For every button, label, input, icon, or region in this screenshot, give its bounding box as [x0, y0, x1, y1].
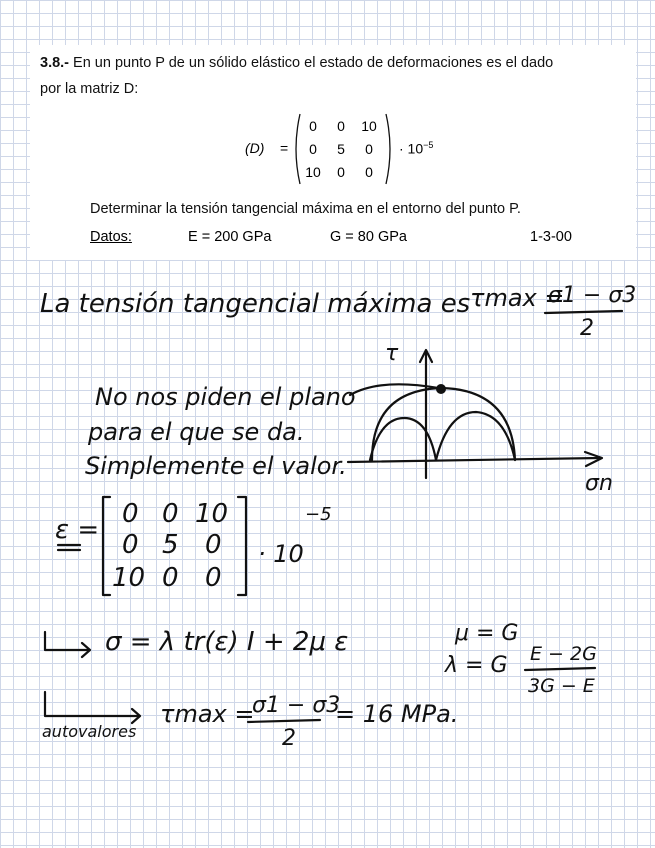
result-denominator: 2 — [282, 726, 296, 751]
epsilon-matrix-cell: 0 — [122, 499, 139, 529]
comment-line-3: Simplemente el valor. — [85, 452, 347, 480]
date-text: 1-3-00 — [530, 229, 572, 245]
fraction-denominator: 2 — [580, 316, 594, 341]
matrix-cell: 0 — [365, 164, 373, 180]
tau-max-label: τmax = — [470, 284, 565, 312]
epsilon-right-bracket-icon — [238, 497, 246, 595]
lambda-numerator: E − 2G — [530, 643, 597, 665]
matrix-label: (D) — [245, 140, 265, 156]
matrix-cell: 5 — [337, 141, 345, 157]
matrix-cell: 0 — [365, 141, 373, 157]
sigma-axis-label: σn — [585, 471, 613, 496]
matrix-cell: 0 — [309, 141, 317, 157]
matrix-factor: · $10^{-5}$ — [399, 140, 434, 157]
comment-line-1: No nos piden el plano — [95, 383, 356, 411]
result-fraction-bar — [248, 720, 320, 722]
note-line-1: La tensión tangencial máxima es — [40, 289, 471, 319]
data-label: Datos: — [90, 229, 132, 245]
matrix-cell: 0 — [337, 118, 345, 134]
epsilon-factor: · 10 — [258, 540, 304, 568]
epsilon-matrix-cell: 0 — [162, 499, 179, 529]
epsilon-matrix — [112, 499, 228, 593]
comment-line-2: para el que se da. — [88, 418, 305, 446]
result-value: = 16 MPa. — [335, 700, 459, 728]
epsilon-matrix-cell: 5 — [162, 530, 179, 560]
sigma-axis — [348, 458, 600, 462]
epsilon-matrix-cell: 10 — [112, 563, 146, 593]
epsilon-matrix-cell: 10 — [195, 499, 229, 529]
lambda-denominator: 3G − E — [528, 675, 595, 697]
epsilon-matrix-cell: 0 — [162, 563, 179, 593]
constitutive-law: σ = λ tr(ε) I + 2μ ε — [105, 627, 349, 657]
statement-text-1: En un punto P de un sólido elástico el estado de deformaciones es el dado — [73, 55, 554, 71]
matrix-cell: 10 — [361, 118, 377, 134]
epsilon-left-bracket-icon — [103, 497, 110, 595]
arrow-icon-1 — [45, 632, 90, 657]
autovalores-label: autovalores — [42, 722, 137, 741]
max-point-marker — [436, 384, 446, 394]
matrix-equals: = — [280, 140, 289, 156]
matrix-cell: 0 — [309, 118, 317, 134]
matrix-cell: 0 — [337, 164, 345, 180]
task-text: Determinar la tensión tangencial máxima en el entorno del punto P. — [90, 201, 521, 217]
lambda-relation: λ = G — [445, 653, 508, 678]
result-numerator: σ1 − σ3 — [252, 693, 341, 718]
mohr-circle-small-right — [436, 412, 515, 460]
result-lhs: τmax = — [160, 700, 255, 728]
mohr-circle-large — [372, 388, 515, 460]
problem-number: 3.8.- — [40, 55, 70, 71]
epsilon-matrix-cell: 0 — [205, 530, 222, 560]
epsilon-exponent: −5 — [305, 504, 332, 525]
epsilon-matrix-cell: 0 — [205, 563, 222, 593]
tau-axis-label: τ — [385, 341, 399, 366]
epsilon-symbol: ε = — [55, 515, 100, 545]
arrow-icon-2 — [45, 692, 140, 723]
shear-modulus: G = 80 GPa — [330, 229, 407, 245]
mu-relation: μ = G — [455, 621, 519, 646]
lambda-fraction-bar — [525, 668, 595, 670]
epsilon-underline — [58, 545, 80, 550]
fraction-numerator: σ1 − σ3 — [548, 283, 637, 308]
young-modulus: E = 200 GPa — [188, 229, 272, 245]
matrix-cell: 10 — [305, 164, 321, 180]
statement-line-2: por la matriz D: — [40, 81, 139, 97]
epsilon-matrix-cell: 0 — [122, 530, 139, 560]
